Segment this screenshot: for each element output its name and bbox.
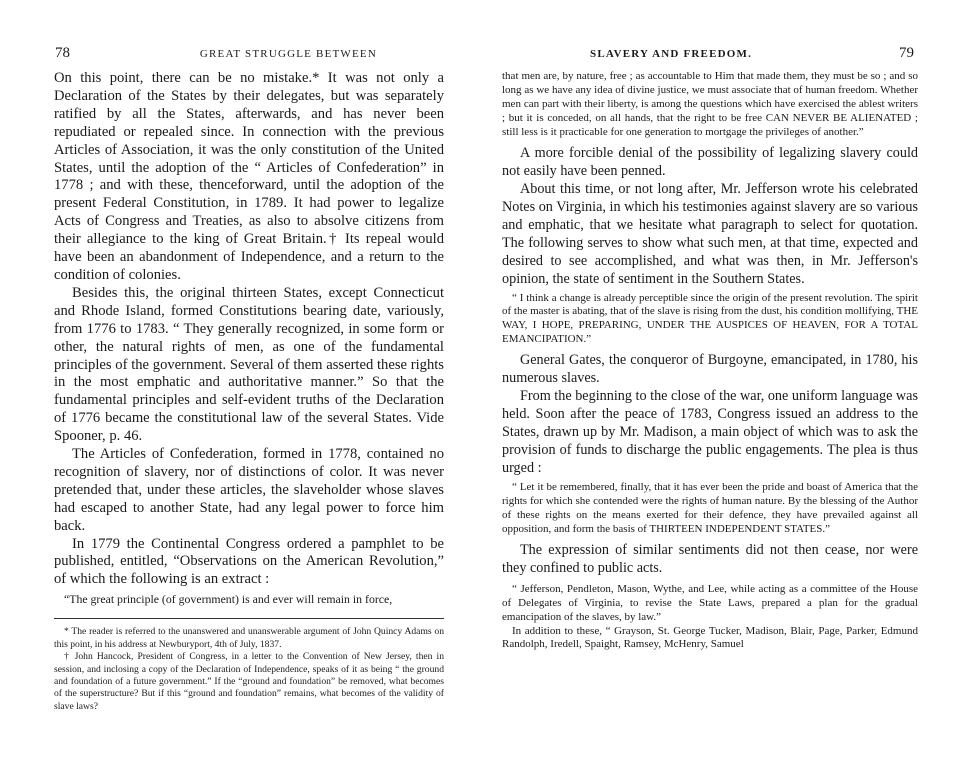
right-page-body — [502, 70, 918, 652]
paragraph: From the beginning to the close of the war, one uniform language was held. Soon after the peace of 1783, Congress issued an address to the States, drawn up by Mr. Madison, a main object of which was to ask the provision of funds to discharge the public engagements. The plea is thus urged : — [502, 388, 918, 477]
page-number: 79 — [899, 45, 914, 61]
block-quote: In addition to these, “ Grayson, St. George Tucker, Madison, Blair, Page, Parker, Edmund Randolph, Iredell, Spaight, Ramsey, McHenry, Samuel — [502, 624, 918, 651]
left-page-header — [55, 45, 455, 65]
footnote: * The reader is referred to the unanswered and unanswerable argument of John Quincy Adams on this point, in his address at Newburyport, 4th of July, 1837. — [54, 626, 444, 650]
running-title: SLAVERY AND FREEDOM. — [590, 48, 753, 60]
paragraph: A more forcible denial of the possibility of legalizing slavery could not easily have been penned. — [502, 144, 918, 179]
paragraph: Besides this, the original thirteen States, except Connecticut and Rhode Island, formed Constitutions bearing date, variously, from 1776 to 1783. “ They generally recognized, in some form or other, the natural rights of men, as one of the fundamental principles of the government. Several of them asserted these rights in the most emphatic and authoritative manner.” So that the fundamental principles and self-evident truths of the Declaration of 1776 became the constitutional law of the several States. Vide Spooner, p. 46. — [54, 284, 444, 445]
paragraph: In 1779 the Continental Congress ordered a pamphlet to be published, entitled, “Observations on the American Revolution,” of which the following is an extract : — [54, 535, 444, 588]
right-page-header — [504, 45, 914, 65]
block-quote: “ Let it be remembered, finally, that it has ever been the pride and boast of America that the rights for which she contended were the rights of human nature. By the blessing of the Author of these rights on the means exerted for their defence, they have prevailed against all opposition, and form the basis of THIRTEEN INDEPENDENT STATES.” — [502, 481, 918, 535]
footnote-divider — [54, 618, 444, 619]
block-quote: that men are, by nature, free ; as accountable to Him that made them, they must be so ; and so long as we have any idea of divine justice, we must associate that of human freedom. Whether men can part with their liberty, is among the questions which have exercised the ablest writers ; but it is conceded, on all hands, that the right to be free CAN NEVER BE ALIENATED ; still less is it practicable for one generation to mortgage the privileges of another.” — [502, 70, 918, 138]
paragraph: The expression of similar sentiments did not then cease, nor were they confined to public acts. — [502, 541, 918, 576]
paragraph: General Gates, the conqueror of Burgoyne, emancipated, in 1780, his numerous slaves. — [502, 352, 918, 387]
running-title: GREAT STRUGGLE BETWEEN — [199, 48, 377, 60]
paragraph: The Articles of Confederation, formed in 1778, contained no recognition of slavery, nor of distinctions of color. It was never pretended that, under these articles, the slaveholder whose slaves had escaped to another State, had any legal power to force him back. — [54, 446, 444, 534]
right-page — [490, 0, 980, 776]
block-quote: “ I think a change is already perceptible since the origin of the present revolution. The spirit of the master is abating, that of the slave is rising from the dust, his condition mollifying, THE WAY, I HOPE, PREPARING, UNDER THE AUSPICES OF HEAVEN, FOR A TOTAL EMANCIPATION.” — [502, 291, 918, 346]
paragraph: About this time, or not long after, Mr. Jefferson wrote his celebrated Notes on Virginia, in which his testimonies against slavery are so various and emphatic, that we hesitate what paragraph to select for quotation. The following serves to show what such men, at that time, expected and desired to see accomplished, and what was then, in Mr. Jefferson's opinion, the state of sentiment in the Southern States. — [502, 180, 918, 287]
block-quote: “The great principle (of government) is and ever will remain in force, — [64, 592, 393, 607]
footnote: † John Hancock, President of Congress, in a letter to the Convention of New Jersey, then in session, and inclosing a copy of the Declaration of Independence, speaks of it as being “ the ground and foundation of a future government.” If the “ground and foundation” be removed, what becomes of the superstructure? But if this “ground and foundation” remains, what becomes of the validity of slave laws? — [54, 651, 444, 712]
left-page-body — [54, 70, 444, 713]
page-number: 78 — [55, 45, 70, 61]
paragraph: On this point, there can be no mistake.* It was not only a Declaration of the States by their delegates, but was separately ratified by all the States, afterwards, and has never been repudiated or repealed since. In connection with the previous Articles of Association, it was the only constitution of the United States, until the adoption of the “ Articles of Confederation” in 1778 ; and with these, thenceforward, until the adoption of the present Federal Constitution, in 1789. It had power to legalize Acts of Congress and Treaties, as also to absolve citizens from their allegiance to the king of Great Britain.† Its repeal would have been an abandonment of Independence, and a return to the condition of colonies. — [54, 70, 444, 283]
block-quote: “ Jefferson, Pendleton, Mason, Wythe, and Lee, while acting as a committee of the House of Delegates of Virginia, to revise the State Laws, prepared a plan for the gradual emancipation of the slaves, by law.” — [502, 582, 918, 623]
